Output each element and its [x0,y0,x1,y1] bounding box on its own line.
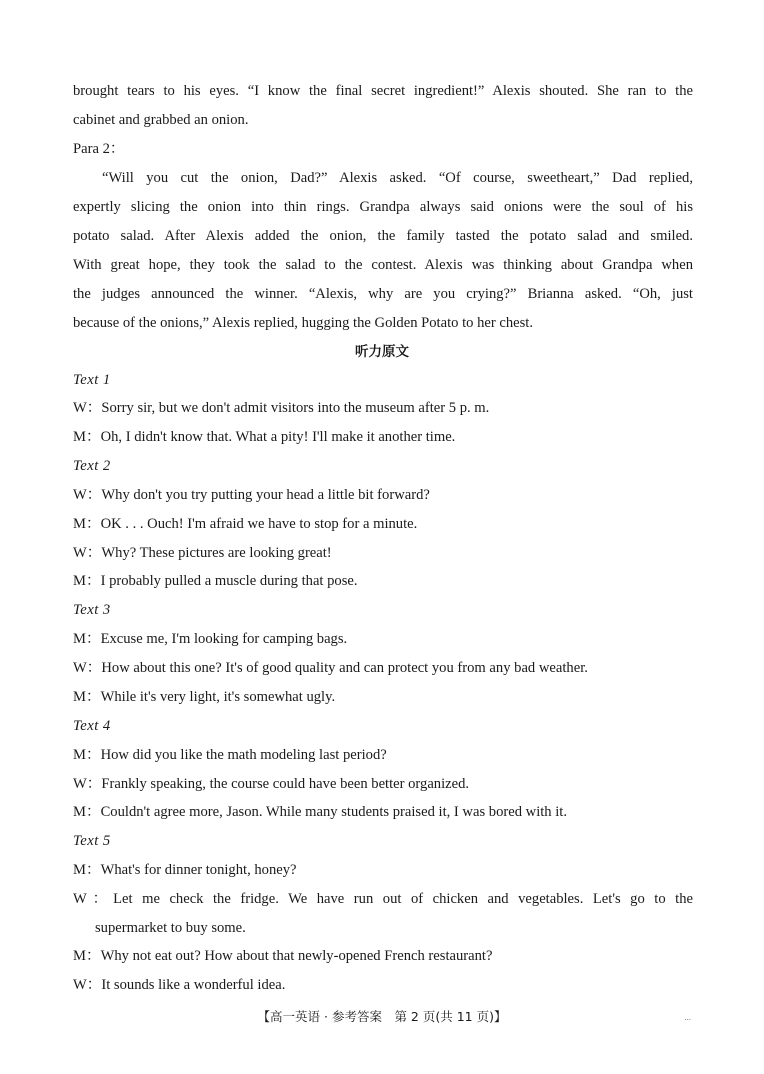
text-label: Text 3 [73,602,111,618]
corner-mark: ... [684,1012,691,1022]
dialogue-line: M：What's for dinner tonight, honey? [73,862,297,878]
para2-line: potato salad. After Alexis added the onion, the family tasted the potato salad and smiled. [73,228,693,244]
para2-line: With great hope, they took the salad to the contest. Alexis was thinking about Grandpa when [73,257,693,273]
dialogue-line: W：It sounds like a wonderful idea. [73,977,286,993]
para2-label: Para 2： [73,141,125,157]
para1-line: cabinet and grabbed an onion. [73,112,249,128]
dialogue-line-continued: supermarket to buy some. [95,920,246,936]
para2-line: expertly slicing the onion into thin rings. Grandpa always said onions were the soul of his [73,199,693,215]
dialogue-line: W：Why don't you try putting your head a little bit forward? [73,487,430,503]
dialogue-line: W：Frankly speaking, the course could have been better organized. [73,776,470,792]
text-label: Text 5 [73,833,111,849]
text-label: Text 1 [73,372,111,388]
para2-line: the judges announced the winner. “Alexis, why are you crying?” Brianna asked. “Oh, just [73,286,693,302]
para2-line: because of the onions,” Alexis replied, hugging the Golden Potato to her chest. [73,315,534,331]
dialogue-line: M：I probably pulled a muscle during that pose. [73,573,358,589]
dialogue-line: M：How did you like the math modeling last period? [73,747,387,763]
transcript-heading: 听力原文 [355,344,409,360]
para1-line: brought tears to his eyes. “I know the final secret ingredient!” Alexis shouted. She ran to the [73,83,693,99]
page-footer: 【高一英语 · 参考答案 第 2 页(共 11 页)】 [257,1009,507,1024]
dialogue-line: M：While it's very light, it's somewhat ugly. [73,689,336,705]
text-label: Text 4 [73,718,111,734]
dialogue-line: M：Oh, I didn't know that. What a pity! I'll make it another time. [73,429,456,445]
dialogue-line: W：Sorry sir, but we don't admit visitors into the museum after 5 p. m. [73,400,490,416]
dialogue-line: W：Let me check the fridge. We have run out of chicken and vegetables. Let's go to the [73,891,693,907]
dialogue-line: M：Why not eat out? How about that newly-opened French restaurant? [73,948,493,964]
dialogue-line: W：Why? These pictures are looking great! [73,545,332,561]
para2-line: “Will you cut the onion, Dad?” Alexis asked. “Of course, sweetheart,” Dad replied, [102,170,693,186]
dialogue-line: M：Excuse me, I'm looking for camping bags. [73,631,348,647]
dialogue-line: M：OK . . . Ouch! I'm afraid we have to stop for a minute. [73,516,418,532]
dialogue-line: W：How about this one? It's of good quality and can protect you from any bad weather. [73,660,588,676]
text-label: Text 2 [73,458,111,474]
dialogue-line: M：Couldn't agree more, Jason. While many students praised it, I was bored with it. [73,804,567,820]
